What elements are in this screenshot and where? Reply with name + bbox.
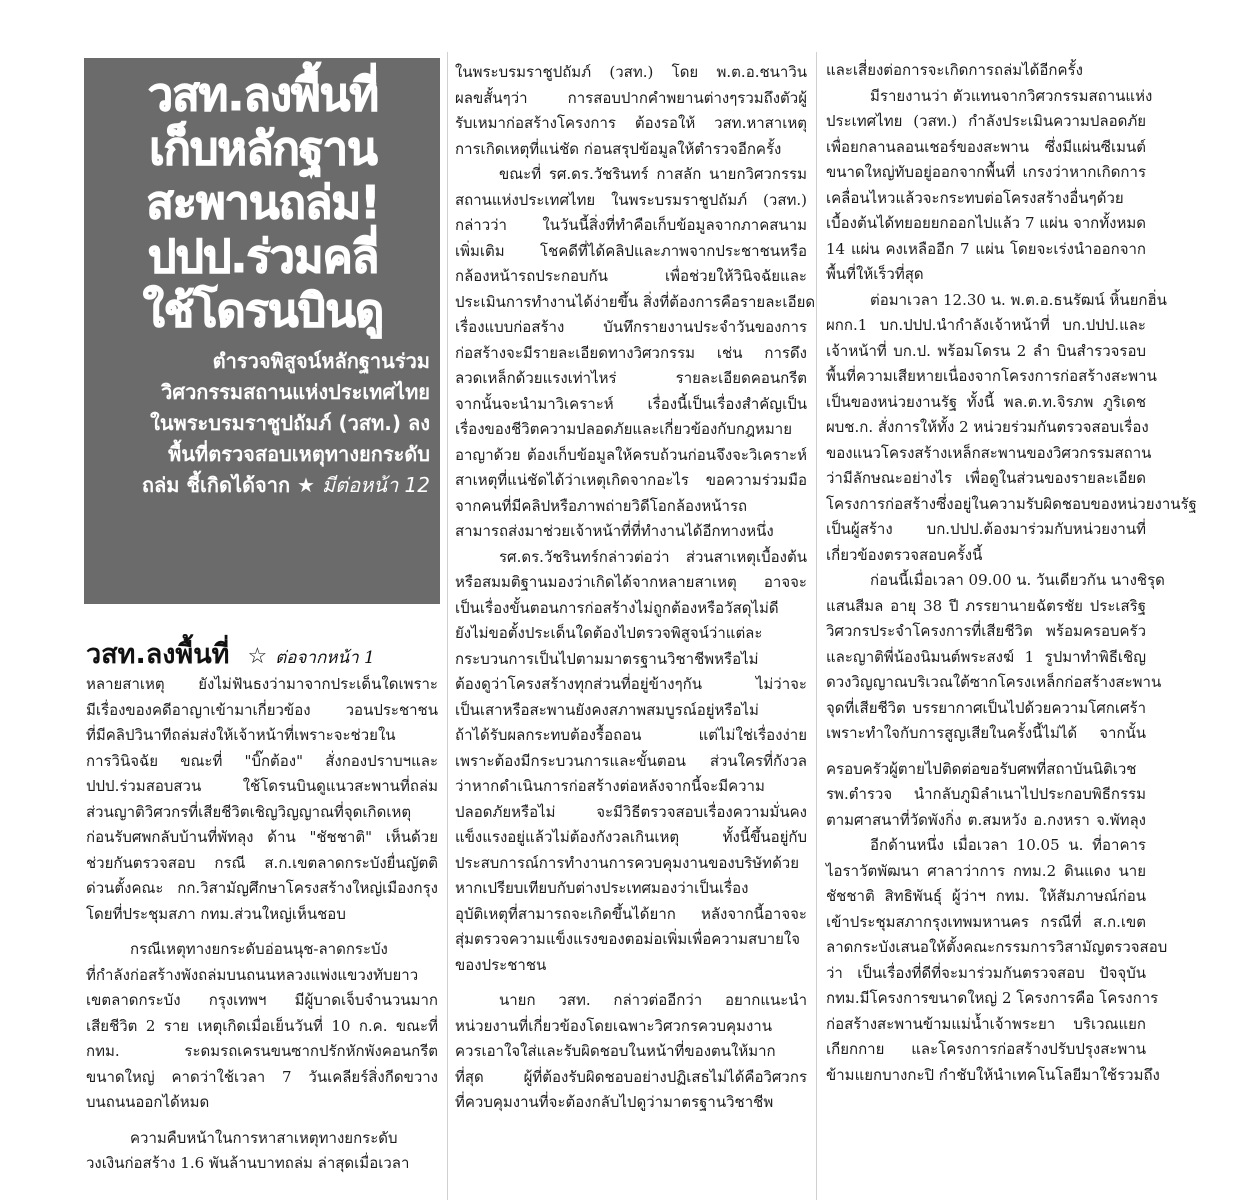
headline-line: ใช้โดรนบินดู [142,284,384,337]
paragraph-line: ของประชาชน [455,955,547,974]
paragraph-line: ประเมินการทำงานได้ง่ายขึ้น สิ่งที่ต้องการคือรายละเอียด [455,292,816,311]
paragraph-line: ข้ามแยกบางกะปิ กำชับให้นำเทคโนโลยีมาใช้รวมถึง [826,1065,1160,1084]
paragraph-line: เป็นเสาหรือสะพานยังคงสภาพสมบูรณ์อยู่หรือไม่ [455,700,759,719]
paragraph-line: ผบช.ก. สั่งการให้ทั้ง 2 หน่วยร่วมกันตรวจสอบเรื่อง [826,418,1149,436]
paragraph-line: ว่า เป็นเรื่องที่ดีที่จะมาร่วมกันตรวจสอบ ปัจจุบัน [826,963,1146,982]
paragraph-line: แข็งแรงอยู่แล้วไม่ต้องกังวลเกินเหตุ ทั้งนี้ขึ้นอยู่กับ [455,828,807,846]
paragraph-line: กล้องหน้ารถประกอบกัน เพื่อช่วยให้วินิจฉัยและ [455,267,807,285]
paragraph-line: กล่าวว่า ในวันนี้สิ่งที่ทำคือเก็บข้อมูลจากภาคสนาม [455,216,807,234]
paragraph-line: เพื่อยกลานลอนเชอร์ของสะพาน ซึ่งมีแผ่นซีเมนต์ [826,137,1146,156]
paragraph-line: ต้องดูว่าโครงสร้างทุกส่วนที่อยู่ข้างๆกัน ไม่ว่าจะ [455,675,807,693]
lead-line: ถล่ม ชี้เกิดได้จาก [141,473,291,497]
star-icon: ★ [297,473,315,497]
continuation-heading [86,632,438,668]
paragraph-line: เรื่องของชีวิตความปลอดภัยและเกี่ยวข้องกับกฎหมาย [455,420,793,438]
lead-paragraph [96,346,430,501]
paragraph-line: กระบวนการเป็นไปตามมาตรฐานวิชาชีพหรือไม่ [455,649,759,668]
paragraph-line: ก่อสร้างสะพานข้ามแม่น้ำเจ้าพระยา บริเวณแยก [826,1014,1146,1033]
headline-line: สะพานถล่ม! [146,176,380,229]
paragraph-line: ชัชชาติ สิทธิพันธุ์ ผู้ว่าฯ กทม. ให้สัมภาษณ์ก่อน [826,887,1146,905]
paragraph-line: เบื้องต้นได้ทยอยยกออกไปแล้ว 7 แผ่น จากทั้งหมด [826,214,1146,232]
paragraph-line: เรื่องแบบก่อสร้าง บันทึกรายงานประจำวันของการ [455,318,807,336]
paragraph-line: ครอบครัวผู้ตายไปติดต่อขอรับศพที่สถาบันนิติเวช [826,759,1137,778]
paragraph-line: รศ.ดร.วัชรินทร์กล่าวต่อว่า ส่วนสาเหตุเบื้องต้น [499,547,807,566]
paragraph-line: วิศวกรประจำโครงการที่เสียชีวิต พร้อมครอบครัว [826,622,1146,640]
paragraph-line: เขตลาดกระบัง กรุงเทพฯ มีผู้บาดเจ็บจำนวนมาก [86,991,438,1009]
article-column-2 [455,60,816,1116]
headline-box [84,58,440,604]
headline-line: ปปป.ร่วมคลี่ [147,230,379,283]
column-divider [447,52,448,1200]
paragraph-line: กทม. ระดมรถเครนขนซากปรักหักพังคอนกรีต [86,1042,438,1060]
paragraph-line: ที่กำลังก่อสร้างพังถล่มบนถนนหลวงแพ่งแขวงทับยาว [86,965,419,984]
paragraph-line: อาญาด้วย ต้องเก็บข้อมูลให้ครบถ้วนก่อนจึงจะวิเคราะห์ [455,445,807,464]
paragraph-line: จุดที่เสียชีวิต บรรยากาศเป็นไปด้วยความโศกเศร้า [826,698,1146,717]
paragraph-line: โดยที่ประชุมสภา กทม.ส่วนใหญ่เห็นชอบ [86,904,346,923]
paragraph-line: หากเปรียบเทียบกับต่างประเทศมองว่าเป็นเรื่อง [455,879,749,897]
paragraph-line: พื้นที่ให้เร็วที่สุด [826,265,924,283]
paragraph-line: เคลื่อนไหวแล้วจะกระทบต่อโครงสร้างอื่นๆด้วย [826,188,1124,207]
headline-line: เก็บหลักฐาน [149,122,377,175]
paragraph-line: เพราะต้องมีกระบวนการและขั้นตอน ส่วนใครที่กังวล [455,751,807,770]
paragraph-line: หน่วยงานที่เกี่ยวข้องโดยเฉพาะวิศวกรควบคุมงาน [455,1016,772,1035]
paragraph-line: ไอราวัตพัฒนา ศาลาว่าการ กทม.2 ดินแดง นาย [826,861,1146,880]
paragraph-line: กทม.มีโครงการขนาดใหญ่ 2 โครงการคือ โครงการ [826,989,1159,1007]
paragraph-line: มีเรื่องของคดีอาญาเข้ามาเกี่ยวข้อง วอนประชาชน [86,700,438,719]
paragraph-line: ผกก.1 บก.ปปป.นำกำลังเจ้าหน้าที่ บก.ปปป.และ [826,316,1146,334]
paragraph-line: ที่มีคลิปวินาทีถล่มส่งให้เจ้าหน้าที่เพราะจะช่วยใน [86,726,396,744]
paragraph-line: ประเทศไทย (วสท.) กำลังประเมินความปลอดภัย [826,112,1146,130]
paragraph-line: ที่สุด ผู้ที่ต้องรับผิดชอบอย่างปฏิเสธไม่ได้คือวิศวกร [455,1067,807,1086]
paragraph-line: เป็นเรื่องขั้นตอนการก่อสร้างไม่ถูกต้องหรือวัสดุไม่ดี [455,598,779,617]
paragraph-line: นายก วสท. กล่าวต่ออีกว่า อยากแนะนำ [499,991,807,1009]
continued-from-label: ต่อจากหน้า 1 [275,648,375,668]
column-divider [816,52,817,1200]
paragraph-line: เพราะทำใจกับการสูญเสียในครั้งนี้ไม่ได้ จากนั้น [826,724,1146,742]
paragraph-line: เป็นของหน่วยงานรัฐ ทั้งนี้ พล.ต.ท.จิรภพ ภูริเดช [826,392,1146,411]
paragraph-line: เป็นผู้สร้าง บก.ปปป.ต้องมาร่วมกับหน่วยงานที่ [826,520,1146,538]
paragraph-line: ยังไม่ขอตั้งประเด็นใดต้องไปตรวจพิสูจน์ว่าแต่ละ [455,624,763,642]
paragraph-line: ส่วนญาติวิศวกรที่เสียชีวิตเชิญวิญญาณที่จุดเกิดเหตุ [86,802,412,821]
paragraph-line: จากคนที่มีคลิปหรือภาพถ่ายวิดีโอกล้องหน้ารถ [455,496,748,515]
paragraph-line: ลาดกระบังเสนอให้ตั้งคณะกรรมการวิสามัญตรวจสอบ [826,938,1168,956]
paragraph-line: และเสี่ยงต่อการจะเกิดการถล่มได้อีกครั้ง [826,61,1083,79]
article-column-1 [86,672,438,1177]
paragraph-line: ขณะที่ รศ.ดร.วัชรินทร์ กาสลัก นายกวิศวกรรม [499,165,807,183]
paragraph-line: ผลขสั้นๆว่า การสอบปากคำพยานต่างๆรวมถึงตัวผู้ [455,88,807,107]
paragraph-line: ในพระบรมราชูปถัมภ์ (วสท.) โดย พ.ต.อ.ชนาวิน [455,63,807,81]
paragraph-line: ลวดเหล็กด้วยแรงเท่าไหร่ รายละเอียดคอนกรีต [455,369,807,387]
paragraph-line: หรือสมมติฐานมองว่าเกิดได้จากหลายสาเหตุ อาจจะ [455,573,807,591]
paragraph-line: ก่อสร้างจะมีรายละเอียดทางวิศวกรรม เช่น การดึง [455,343,807,362]
lead-line: วิศวกรรมสถานแห่งประเทศไทย [161,380,430,404]
paragraph-line: สามารถส่งมาช่วยเจ้าหน้าที่ที่ทำงานได้อีกทางหนึ่ง [455,522,774,540]
paragraph-line: วงเงินก่อสร้าง 1.6 พันล้านบาทถล่ม ล่าสุดเมื่อเวลา [86,1154,410,1172]
paragraph-line: ตามศาสนาที่วัดพังกิ่ง ต.สมหวัง อ.กงหรา จ.พัทลุง [826,810,1146,829]
paragraph-line: เกี่ยวข้องตรวจสอบครั้งนี้ [826,545,983,564]
paragraph-line: การวินิจฉัย ขณะที่ "บิ๊กต้อง" สั่งกองปราบฯและ [86,751,438,770]
paragraph-line: อุบัติเหตุที่สามารถจะเกิดขึ้นได้ยาก หลังจากนี้อาจจะ [455,904,807,923]
paragraph-line: เกียกกาย และโครงการก่อสร้างปรับปรุงสะพาน [826,1040,1146,1058]
paragraph-line: เพิ่มเติม โชคดีที่ได้คลิปและภาพจากประชาชนหรือ [455,241,807,260]
paragraph-line: รับเหมาก่อสร้างโครงการ ต้องรอให้ วสท.หาสาเหตุ [455,114,807,132]
paragraph-line: ดวงวิญญาณบริเวณใต้ซากโครงเหล็กก่อสร้างสะพาน [826,673,1162,691]
paragraph-line: ขนาดใหญ่ทับอยู่ออกจากพื้นที่ เกรงว่าหากเกิดการ [826,163,1146,181]
paragraph-line: ถ้าได้รับผลกระทบต้องรื้อถอน แต่ไม่ใช่เรื่องง่าย [455,726,807,744]
paragraph-line: บนถนนออกได้หมด [86,1093,210,1111]
paragraph-line: ของแนวโครงสร้างเหล็กสะพานของวิศวกรรมสถาน [826,443,1152,462]
paragraph-line: พื้นที่ความเสียหายเนื่องจากโครงการก่อสร้างสะพาน [826,367,1157,385]
article-column-3 [826,58,1197,1088]
paragraph-line: จากนั้นจะนำมาวิเคราะห์ เรื่องนี้เป็นเรื่องสำคัญเป็น [455,394,807,413]
paragraph-line: และญาติพี่น้องนิมนต์พระสงฆ์ 1 รูปมาทำพิธีเชิญ [826,647,1146,666]
lead-line: พื้นที่ตรวจสอบเหตุทางยกระดับ [168,442,430,466]
paragraph-line: ขนาดใหญ่ คาดว่าใช้เวลา 7 วันเคลียร์สิ่งกีดขวาง [86,1067,438,1086]
headline [96,68,430,338]
paragraph-line: ช่วยกันตรวจสอบ กรณี ส.ก.เขตลาดกระบังยื่นญัตติ [86,853,438,872]
paragraph-line: ว่าหากดำเนินการก่อสร้างต่อหลังจากนี้จะมีความ [455,777,765,795]
paragraph-line: ก่อนรับศพกลับบ้านที่พัทลุง ด้าน "ชัชชาติ" เห็นด้วย [86,828,438,846]
paragraph-line: แสนสีมล อายุ 38 ปี ภรรยานายฉัตรชัย ประเสริฐ [826,596,1146,615]
paragraph-line: สุ่มตรวจความแข็งแรงของตอม่อเพิ่มเพื่อความสบายใจ [455,930,801,948]
paragraph-line: ต่อมาเวลา 12.30 น. พ.ต.อ.ธนรัฒน์ หิ้นยกฮิ่น [870,290,1167,309]
paragraph-line: เข้าประชุมสภากรุงเทพมหานคร กรณีที่ ส.ก.เขต [826,912,1146,931]
paragraph-line: หลายสาเหตุ ยังไม่ฟันธงว่ามาจากประเด็นใดเพราะ [86,675,438,693]
paragraph-line: ว่ามีลักษณะอย่างไร เพื่อดูในส่วนของรายละเอียด [826,469,1146,487]
paragraph-line: ประสบการณ์การทำงานการควบคุมงานของบริษัทด้วย [455,853,800,872]
lead-line: ตำรวจพิสูจน์หลักฐานร่วม [212,349,430,373]
paragraph-line: ด่วนตั้งคณะ กก.วิสามัญศึกษาโครงสร้างใหญ่เมืองกรุง [86,879,438,897]
paragraph-line: ที่ควบคุมงานที่จะต้องกลับไปดูว่ามาตรฐานวิชาชีพ [455,1093,774,1111]
lead-last-line [96,470,430,501]
headline-line: วสท.ลงพื้นที่ [147,68,379,121]
continuation-title: วสท.ลงพื้นที่ [86,639,230,670]
paragraph-line: ปลอดภัยหรือไม่ จะมีวิธีตรวจสอบเรื่องความมั่นคง [455,802,807,821]
paragraph-line: กรณีเหตุทางยกระดับอ่อนนุช-ลาดกระบัง [130,940,388,958]
paragraph-line: ก่อนนี้เมื่อเวลา 09.00 น. วันเดียวกัน นางชิรุด [870,571,1165,589]
paragraph-line: 14 แผ่น คงเหลืออีก 7 แผ่น โดยจะเร่งนำออกจาก [826,239,1146,258]
continued-on-page-link[interactable]: มีต่อหน้า 12 [321,473,430,497]
paragraph-line: เสียชีวิต 2 ราย เหตุเกิดเมื่อเย็นวันที่ 10 ก.ค. ขณะที่ [86,1016,438,1035]
paragraph-line: มีรายงานว่า ตัวแทนจากวิศวกรรมสถานแห่ง [870,86,1153,105]
paragraph-line: ควรเอาใจใส่และรับผิดชอบในหน้าที่ของตนให้มาก [455,1042,776,1060]
paragraph-line: ปปป.ร่วมสอบสวน ใช้โดรนบินดูแนวสะพานที่ถล่ม [86,777,438,795]
paragraph-line: โครงการก่อสร้างซึ่งอยู่ในความรับผิดชอบของหน่วยงานรัฐ [826,494,1197,513]
outline-star-icon: ☆ [247,644,268,669]
paragraph-line: การเกิดเหตุที่แน่ชัด ก่อนสรุปข้อมูลให้ตำรวจอีกครั้ง [455,139,782,158]
lead-line: ในพระบรมราชูปถัมภ์ (วสท.) ลง [150,411,430,435]
paragraph-line: สาเหตุที่แน่ชัดได้ว่าเหตุเกิดจากอะไร ขอความร่วมมือ [455,471,807,489]
paragraph-line: ความคืบหน้าในการหาสาเหตุทางยกระดับ [130,1128,398,1147]
paragraph-line: เจ้าหน้าที่ บก.ป. พร้อมโดรน 2 ลำ บินสำรวจรอบ [826,341,1146,360]
paragraph-line: รพ.ตำรวจ นำกลับภูมิลำเนาไปประกอบพิธีกรรม [826,785,1146,803]
paragraph-line: สถานแห่งประเทศไทย ในพระบรมราชูปถัมภ์ (วสท.) [455,190,807,209]
paragraph-line: อีกด้านหนึ่ง เมื่อเวลา 10.05 น. ที่อาคาร [870,836,1146,854]
